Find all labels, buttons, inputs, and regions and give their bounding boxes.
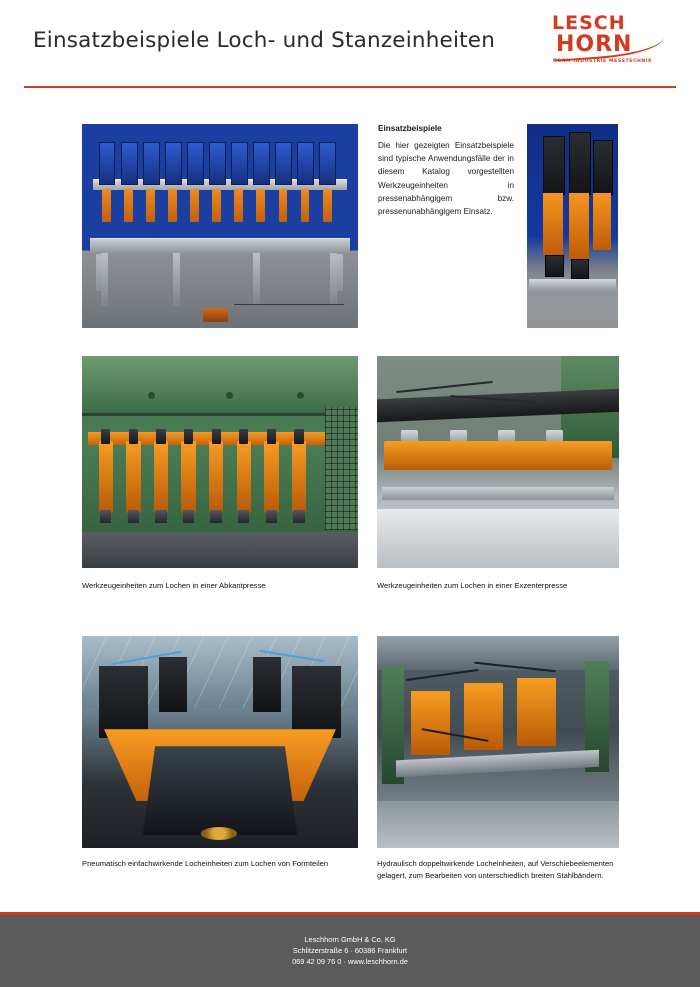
footer-divider — [0, 912, 700, 915]
company-logo — [552, 12, 668, 72]
logo-text-lesch: LESCH — [552, 12, 626, 34]
footer-company: Leschhorn GmbH & Co. KG — [304, 935, 396, 944]
figure-column-unit — [527, 124, 618, 328]
figure-abkantpresse — [82, 356, 358, 568]
figure-exzenterpresse — [377, 356, 619, 568]
footer-address: Schlitzerstraße 6 · 60386 Frankfurt — [292, 946, 408, 955]
logo-subline: NORM INDUSTRIE MESSTECHNIK — [553, 59, 653, 64]
footer-contact-block — [0, 934, 700, 967]
figure-caption-pneumatic: Pneumatisch einfachwirkende Locheinheiten zum Lochen von Formteilen — [82, 859, 329, 868]
figure-pneumatic — [82, 636, 358, 848]
intro-block — [378, 124, 514, 218]
figure-press-line — [82, 124, 358, 328]
intro-body: Die hier gezeigten Einsatzbeispiele sind typische Anwendungsfälle der in diesem Katalog vorgestellten Werkzeugeinheiten in pressenabhängigem bzw. pressenunabhängigem Einsatz. — [378, 141, 514, 217]
header-divider — [24, 86, 676, 88]
footer-contact: 069 42 09 76 0 · www.leschhorn.de — [292, 957, 408, 966]
logo-text-horn: HORN — [556, 32, 633, 57]
page-title: Einsatzbeispiele Loch- und Stanzeinheiten — [33, 28, 496, 53]
page-header — [0, 0, 700, 88]
figure-caption-abkantpresse: Werkzeugeinheiten zum Lochen in einer Abkantpresse — [82, 581, 266, 590]
intro-heading: Einsatzbeispiele — [378, 124, 442, 133]
figure-caption-hydraulic: Hydraulisch doppeltwirkende Locheinheiten, auf Verschiebeelementen gelagert, zum Bearbeiten von unterschiedlich breiten Stahlbändern. — [377, 859, 614, 880]
figure-caption-exzenterpresse: Werkzeugeinheiten zum Lochen in einer Exzenterpresse — [377, 581, 568, 590]
figure-hydraulic — [377, 636, 619, 848]
